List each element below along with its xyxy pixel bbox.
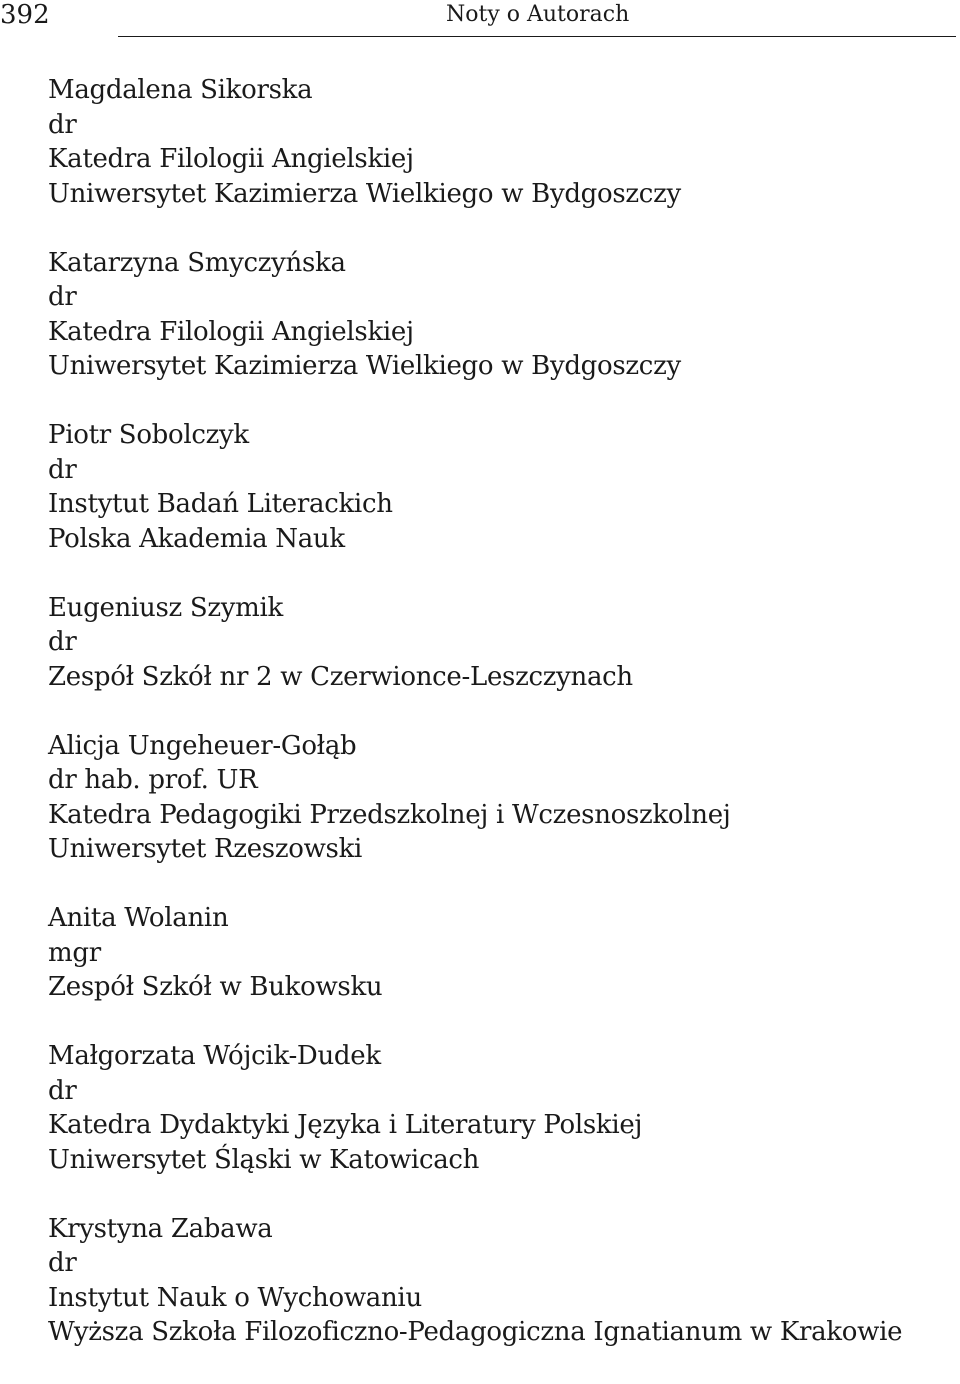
author-entry <box>48 418 948 556</box>
author-entry <box>48 246 948 384</box>
author-affiliation: Instytut Badań Literackich <box>48 489 393 519</box>
author-degree: dr <box>48 109 77 140</box>
page-number: 392 <box>0 0 50 30</box>
author-degree: dr hab. prof. UR <box>48 765 258 795</box>
author-affiliation: Katedra Pedagogiki Przedszkolnej i Wczesnoszkolnej <box>48 799 731 830</box>
author-name: Katarzyna Smyczyńska <box>48 247 346 278</box>
author-name: Krystyna Zabawa <box>48 1213 273 1244</box>
author-name: Piotr Sobolczyk <box>48 420 249 450</box>
author-degree: dr <box>48 1075 77 1106</box>
author-degree: dr <box>48 627 77 657</box>
author-name: Magdalena Sikorska <box>48 75 313 105</box>
author-affiliation: Uniwersytet Kazimierza Wielkiego w Bydgoszczy <box>48 178 681 209</box>
author-name: Małgorzata Wójcik-Dudek <box>48 1041 381 1071</box>
author-affiliation: Uniwersytet Kazimierza Wielkiego w Bydgoszczy <box>48 351 681 381</box>
author-affiliation: Uniwersytet Śląski w Katowicach <box>48 1144 480 1175</box>
author-entry <box>48 73 948 211</box>
author-entry <box>48 1039 948 1177</box>
author-notes-list <box>48 73 948 1384</box>
author-affiliation: Katedra Dydaktyki Języka i Literatury Polskiej <box>48 1110 643 1140</box>
author-entry <box>48 1212 948 1350</box>
author-affiliation: Zespół Szkół w Bukowsku <box>48 972 383 1002</box>
author-degree: dr <box>48 454 77 485</box>
author-entry <box>48 729 948 867</box>
author-degree: dr <box>48 1248 77 1278</box>
author-affiliation: Katedra Filologii Angielskiej <box>48 144 414 174</box>
author-affiliation: Polska Akademia Nauk <box>48 523 345 554</box>
header-rule <box>118 36 956 37</box>
running-header-title: Noty o Autorach <box>446 2 630 27</box>
author-degree: dr <box>48 282 77 312</box>
author-affiliation: Uniwersytet Rzeszowski <box>48 834 363 864</box>
author-affiliation: Katedra Filologii Angielskiej <box>48 316 414 347</box>
author-affiliation: Instytut Nauk o Wychowaniu <box>48 1282 422 1313</box>
author-name: Alicja Ungeheuer-Gołąb <box>48 730 357 761</box>
author-degree: mgr <box>48 937 101 968</box>
author-entry <box>48 591 948 695</box>
author-name: Anita Wolanin <box>48 903 229 933</box>
author-name: Eugeniusz Szymik <box>48 592 283 623</box>
author-entry <box>48 901 948 1005</box>
author-affiliation: Wyższa Szkoła Filozoficzno-Pedagogiczna Ignatianum w Krakowie <box>48 1317 903 1347</box>
author-affiliation: Zespół Szkół nr 2 w Czerwionce-Leszczynach <box>48 661 633 692</box>
